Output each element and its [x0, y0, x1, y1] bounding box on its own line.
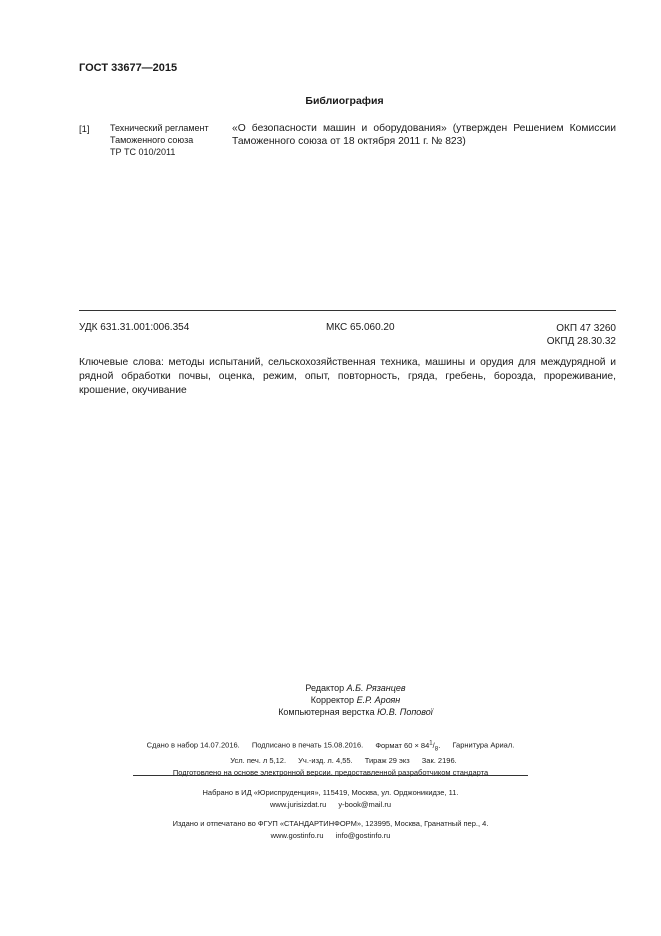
source-line: ТР ТС 010/2011 — [110, 147, 176, 157]
printing-info — [0, 818, 661, 842]
bibliography-entry-description: «О безопасности машин и оборудования» (утвержден Решением Комиссии Таможенного союза от 18 октября 2011 г. № 823) — [232, 123, 616, 147]
okp-code: ОКП 47 3260 — [556, 323, 616, 334]
printed-contacts — [0, 830, 661, 842]
corrector-name: Е.Р. Ароян — [356, 695, 401, 705]
source-line: Таможенного союза — [110, 135, 194, 145]
source-line: Технический регламент — [110, 123, 209, 133]
submitted-date: Сдано в набор 14.07.2016. — [146, 740, 240, 750]
typeset-address: Набрано в ИД «Юриспруденция», 115419, Москва, ул. Орджоникидзе, 11. — [202, 788, 459, 797]
printed-email: info@gostinfo.ru — [335, 831, 391, 840]
editor-role: Редактор — [305, 683, 345, 693]
document-code: ГОСТ 33677—2015 — [79, 62, 178, 74]
credits — [0, 682, 661, 718]
typeset-site: www.jurisizdat.ru — [270, 800, 327, 809]
signed-date: Подписано в печать 15.08.2016. — [251, 740, 364, 750]
section-divider — [79, 310, 616, 311]
udk-code: УДК 631.31.001:006.354 — [79, 322, 190, 333]
corrector-line — [0, 694, 661, 706]
prepared-note: Подготовлено на основе электронной версии, предоставленной разработчиком стандарта — [172, 768, 489, 777]
print-run: Тираж 29 экз — [364, 756, 410, 765]
typeset-email: y-book@mail.ru — [338, 800, 391, 809]
keywords: Ключевые слова: методы испытаний, сельскохозяйственная техника, машины и орудия для междурядной и рядной обработки почвы, оценка, режим, опыт, повторность, гряда, гребень, борозда, прореживание, крошение, окучивание — [79, 357, 616, 396]
print-sheets: Усл. печ. л 5,12. — [230, 756, 287, 765]
bibliography-entry-number: [1] — [79, 124, 90, 135]
layout-line — [0, 706, 661, 718]
okp-codes — [547, 322, 616, 348]
typeset-contacts — [0, 799, 661, 811]
publication-sheets: Уч.-изд. л. 4,55. — [298, 756, 353, 765]
editor-name: А.Б. Рязанцев — [346, 683, 406, 693]
print-info — [0, 737, 661, 779]
print-line-2 — [0, 755, 661, 767]
typeface: Гарнитура Ариал. — [452, 740, 515, 750]
layout-role: Компьютерная верстка — [278, 707, 375, 717]
editor-line — [0, 682, 661, 694]
paper-format: Формат $60 \times 84^1/_8$. — [375, 740, 441, 752]
corrector-role: Корректор — [310, 695, 355, 705]
print-line-1 — [0, 737, 661, 755]
printed-site: www.gostinfo.ru — [270, 831, 324, 840]
bibliography-entry-source — [110, 122, 225, 158]
okpd-code: ОКПД 28.30.32 — [546, 336, 616, 347]
order-number: Зак. 2196. — [421, 756, 457, 765]
layout-name: Ю.В. Попової — [377, 707, 433, 717]
mks-code: МКС 65.060.20 — [326, 322, 395, 333]
print-info-divider — [133, 775, 528, 776]
typesetting-info — [0, 787, 661, 811]
printed-address: Издано и отпечатано во ФГУП «СТАНДАРТИНФОРМ», 123995, Москва, Гранатный пер., 4. — [172, 819, 489, 828]
bibliography-title: Библиография — [305, 95, 384, 107]
